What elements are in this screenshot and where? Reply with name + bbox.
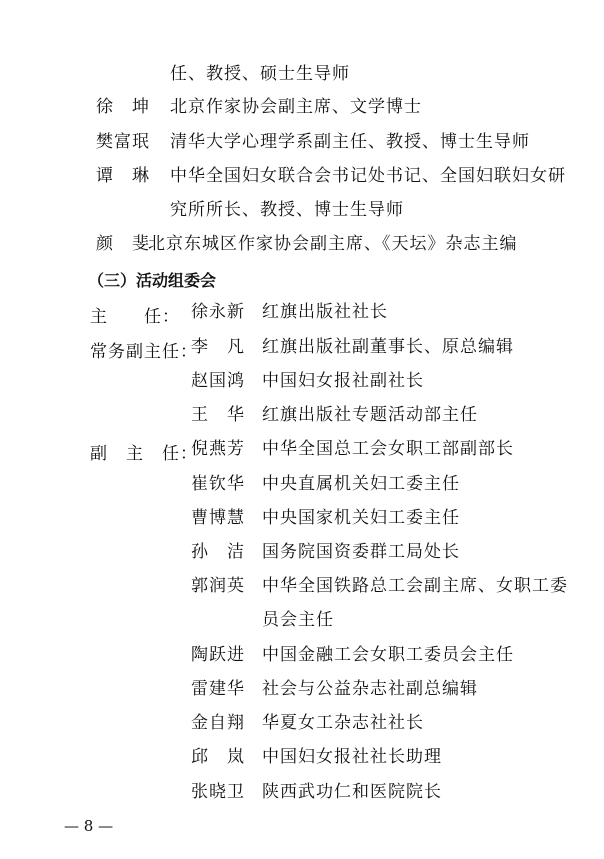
committee-title: 社会与公益杂志社副总编辑 <box>262 679 478 699</box>
committee-title: 国务院国资委群工局处长 <box>262 542 460 562</box>
committee-name: 张晓卫 <box>191 782 245 802</box>
committee-title: 中央直属机关妇工委主任 <box>262 474 460 494</box>
committee-name: 陶跃进 <box>191 645 245 665</box>
committee-name: 邱 岚 <box>191 747 245 767</box>
person-name: 徐 坤 <box>96 97 150 117</box>
committee-name: 倪燕芳 <box>191 439 245 459</box>
continuation-text: 任、教授、硕士生导师 <box>170 64 350 84</box>
person-name: 颜 斐 <box>96 234 150 254</box>
person-title: 清华大学心理学系副主任、教授、博士生导师 <box>170 132 530 152</box>
committee-name: 李 凡 <box>191 337 245 357</box>
director-label: 主 任： <box>90 307 180 327</box>
committee-title: 红旗出版社专题活动部主任 <box>262 405 478 425</box>
vice-director-label: 常务副主任： <box>90 342 198 362</box>
person-title: 北京作家协会副主席、文学博士 <box>170 97 422 117</box>
committee-title: 华夏女工杂志社社长 <box>262 713 424 733</box>
committee-title: 中国妇女报社社长助理 <box>262 747 442 767</box>
committee-name: 孙 洁 <box>191 542 245 562</box>
committee-title: 红旗出版社社长 <box>262 302 388 322</box>
committee-name: 郭润英 <box>191 576 245 596</box>
person-title: 中华全国妇女联合会书记处书记、全国妇联妇女研 <box>170 166 566 186</box>
committee-name: 雷建华 <box>191 679 245 699</box>
committee-name: 王 华 <box>191 405 245 425</box>
committee-title: 陕西武功仁和医院院长 <box>262 782 442 802</box>
person-name: 谭 琳 <box>96 166 150 186</box>
committee-title: 中央国家机关妇工委主任 <box>262 508 460 528</box>
section-heading: （三）活动组委会 <box>88 271 217 290</box>
committee-title: 中华全国铁路总工会副主席、女职工委 <box>262 576 568 596</box>
committee-title: 中国妇女报社副社长 <box>262 371 424 391</box>
committee-title: 中华全国总工会女职工部副部长 <box>262 439 514 459</box>
committee-title: 中国金融工会女职工委员会主任 <box>262 645 514 665</box>
person-title-cont: 究所所长、教授、博士生导师 <box>170 200 404 220</box>
page-number: — 8 — <box>64 817 114 835</box>
committee-name: 崔钦华 <box>191 474 245 494</box>
person-name: 樊富珉 <box>96 132 150 152</box>
committee-name: 徐永新 <box>191 302 245 322</box>
committee-title: 红旗出版社副董事长、原总编辑 <box>262 337 514 357</box>
committee-title-cont: 员会主任 <box>262 610 334 630</box>
deputy-label: 副 主 任： <box>90 444 198 464</box>
person-title: 北京东城区作家协会副主席、《天坛》杂志主编 <box>148 234 518 254</box>
committee-name: 赵国鸿 <box>191 371 245 391</box>
committee-name: 金自翔 <box>191 713 245 733</box>
committee-name: 曹博慧 <box>191 508 245 528</box>
